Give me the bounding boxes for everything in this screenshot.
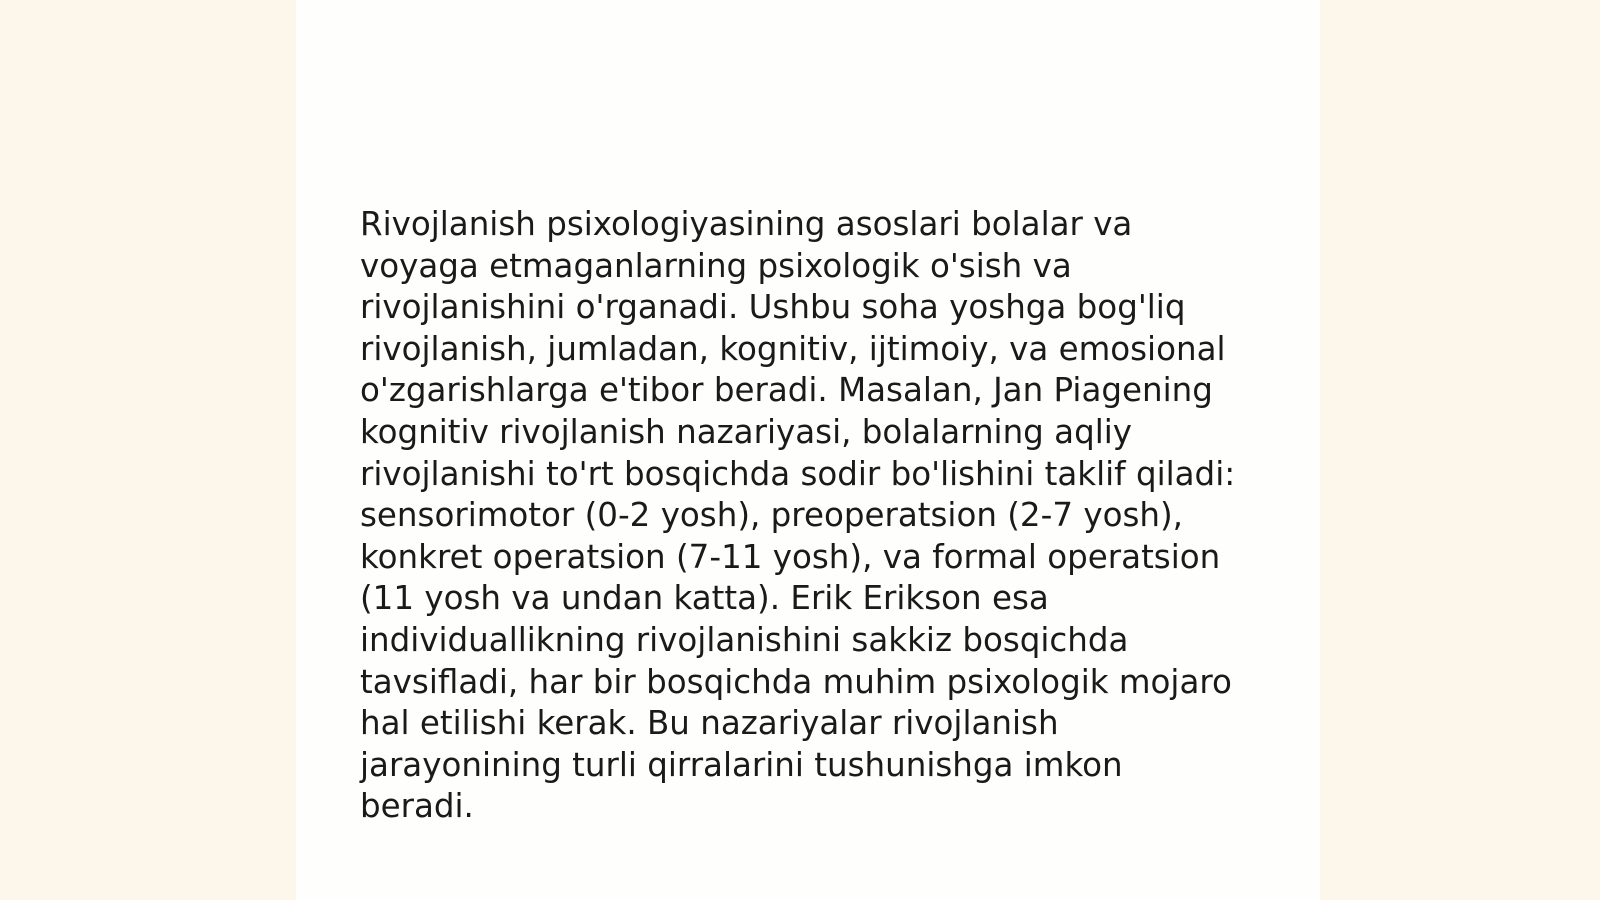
paragraph-line: Rivojlanish psixologiyasining asoslari bolalar va: [360, 205, 1133, 243]
paragraph-line: hal etilishi kerak. Bu nazariyalar rivojlanish: [360, 704, 1059, 743]
paragraph-line: kognitiv rivojlanish nazariyasi, bolalarning aqliy: [360, 412, 1132, 451]
paragraph-line: beradi.: [360, 787, 474, 826]
paragraph-line: konkret operatsion (7-11 yosh), va formal operatsion: [360, 537, 1221, 576]
body-paragraph: [360, 204, 1260, 828]
paragraph-line: sensorimotor (0-2 yosh), preoperatsion (2-7 yosh),: [360, 496, 1184, 535]
document-page: [296, 0, 1320, 900]
paragraph-line: voyaga etmaganlarning psixologik o'sish va: [360, 246, 1072, 285]
paragraph-line: individuallikning rivojlanishini sakkiz bosqichda: [360, 620, 1129, 659]
paragraph-line: rivojlanishi to'rt bosqichda sodir bo'lishini taklif qiladi:: [360, 454, 1236, 493]
paragraph-line: jarayonining turli qirralarini tushunishga imkon: [360, 745, 1123, 784]
paragraph-line: tavsifladi, har bir bosqichda muhim psixologik mojaro: [360, 662, 1232, 701]
paragraph-line: o'zgarishlarga e'tibor beradi. Masalan, Jan Piagening: [360, 371, 1213, 410]
paragraph-line: rivojlanish, jumladan, kognitiv, ijtimoiy, va emosional: [360, 329, 1226, 368]
paragraph-line: rivojlanishini o'rganadi. Ushbu soha yoshga bog'liq: [360, 288, 1186, 327]
paragraph-line: (11 yosh va undan katta). Erik Erikson esa: [360, 579, 1049, 618]
